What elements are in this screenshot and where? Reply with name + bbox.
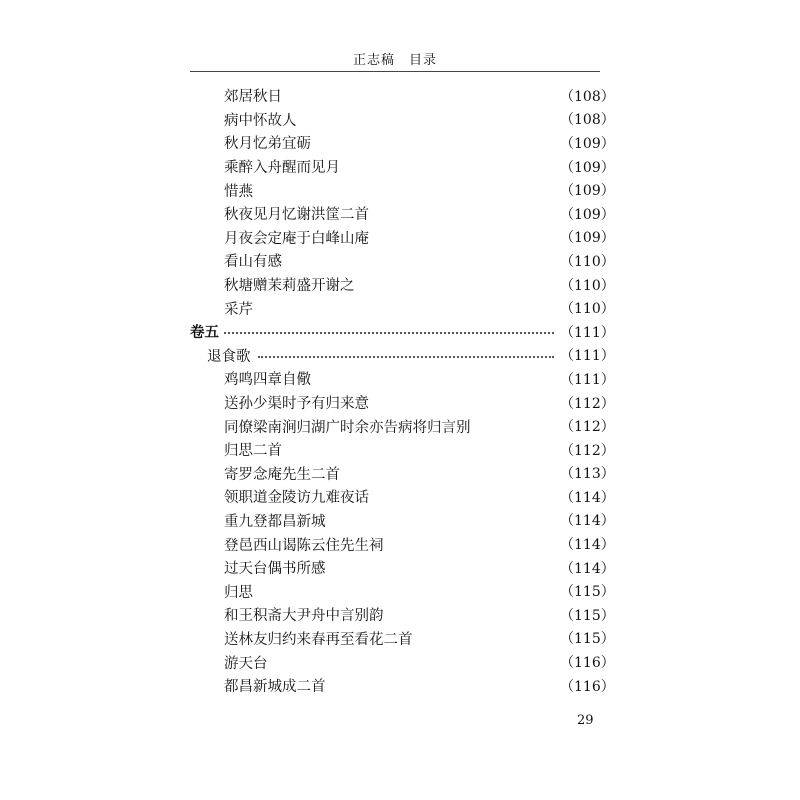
toc-entry — [0, 320, 800, 344]
page-ref: （108） — [560, 88, 615, 105]
poem-title: 病中怀故人 — [224, 109, 298, 130]
poem-title: 鸡鸣四章自儆 — [224, 368, 312, 389]
poem-title: 同僚梁南涧归湖广时余亦告病将归言别 — [224, 416, 472, 437]
poem-title: 登邑西山谒陈云住先生祠 — [224, 534, 385, 555]
poem-title: 送孙少渠时予有归来意 — [224, 392, 370, 413]
poem-title: 看山有感 — [224, 250, 283, 271]
page-ref: （109） — [560, 183, 615, 200]
page-ref: （109） — [560, 135, 615, 152]
poem-title: 领职道金陵访九难夜话 — [224, 486, 370, 507]
toc-entry — [0, 556, 800, 580]
toc-entry — [0, 650, 800, 674]
toc-entry — [0, 131, 800, 155]
poem-title: 寄罗念庵先生二首 — [224, 463, 341, 484]
toc-entry — [0, 178, 800, 202]
poem-title: 重九登都昌新城 — [224, 510, 327, 531]
toc-entry — [0, 627, 800, 651]
toc-entry — [0, 462, 800, 486]
page-ref: （110） — [560, 301, 615, 318]
dot-leader — [224, 332, 554, 334]
page-ref: （114） — [560, 513, 615, 530]
poem-title: 秋夜见月忆谢洪筐二首 — [224, 203, 370, 224]
page-number: 29 — [577, 713, 594, 728]
header-rule — [190, 71, 600, 72]
toc-entry — [0, 296, 800, 320]
dot-leader — [258, 356, 554, 358]
table-of-contents — [0, 84, 800, 697]
page-ref: （112） — [560, 419, 615, 436]
toc-entry — [0, 202, 800, 226]
page-ref: （109） — [560, 230, 615, 247]
poem-title: 惜燕 — [224, 180, 254, 201]
page-ref: （115） — [560, 631, 615, 648]
poem-title: 和王积斋大尹舟中言别韵 — [224, 604, 385, 625]
toc-entry — [0, 532, 800, 556]
section-title: 退食歌 — [207, 345, 252, 366]
page-ref: （109） — [560, 159, 615, 176]
running-header: 正志稿 目录 — [352, 53, 437, 68]
toc-entry — [0, 509, 800, 533]
page-ref: （111） — [560, 348, 615, 365]
toc-entry — [0, 273, 800, 297]
page-ref: （114） — [560, 560, 615, 577]
toc-entry — [0, 155, 800, 179]
poem-title: 送林友归约来春再至看花二首 — [224, 628, 414, 649]
toc-entry — [0, 84, 800, 108]
page-ref: （111） — [560, 324, 615, 341]
poem-title: 都昌新城成二首 — [224, 675, 327, 696]
page-ref: （112） — [560, 442, 615, 459]
poem-title: 秋月忆弟宜砺 — [224, 132, 312, 153]
volume-heading: 卷五 — [190, 321, 220, 342]
page-ref: （109） — [560, 206, 615, 223]
page-ref: （111） — [560, 371, 615, 388]
poem-title: 秋塘赠茉莉盛开谢之 — [224, 274, 356, 295]
toc-entry — [0, 414, 800, 438]
toc-entry — [0, 579, 800, 603]
toc-entry — [0, 249, 800, 273]
toc-entry — [0, 226, 800, 250]
page-ref: （114） — [560, 489, 615, 506]
page-ref: （115） — [560, 607, 615, 624]
poem-title: 归思 — [224, 581, 254, 602]
page-ref: （116） — [560, 655, 615, 672]
poem-title: 归思二首 — [224, 439, 283, 460]
page-ref: （110） — [560, 253, 615, 270]
page-ref: （114） — [560, 537, 615, 554]
poem-title: 郊居秋日 — [224, 85, 283, 106]
toc-entry — [0, 108, 800, 132]
toc-entry — [0, 603, 800, 627]
poem-title: 月夜会定庵于白峰山庵 — [224, 227, 370, 248]
page-ref: （115） — [560, 584, 615, 601]
page-ref: （110） — [560, 277, 615, 294]
toc-entry — [0, 367, 800, 391]
toc-entry — [0, 391, 800, 415]
toc-entry — [0, 674, 800, 698]
page-ref: （112） — [560, 395, 615, 412]
poem-title: 游天台 — [224, 652, 269, 673]
page-ref: （116） — [560, 678, 615, 695]
poem-title: 过天台偶书所感 — [224, 557, 327, 578]
page-ref: （108） — [560, 112, 615, 129]
toc-entry — [0, 438, 800, 462]
poem-title: 乘醉入舟醒而见月 — [224, 156, 341, 177]
poem-title: 采芹 — [224, 298, 254, 319]
toc-entry — [0, 485, 800, 509]
page-ref: （113） — [560, 466, 615, 483]
toc-entry — [0, 344, 800, 368]
